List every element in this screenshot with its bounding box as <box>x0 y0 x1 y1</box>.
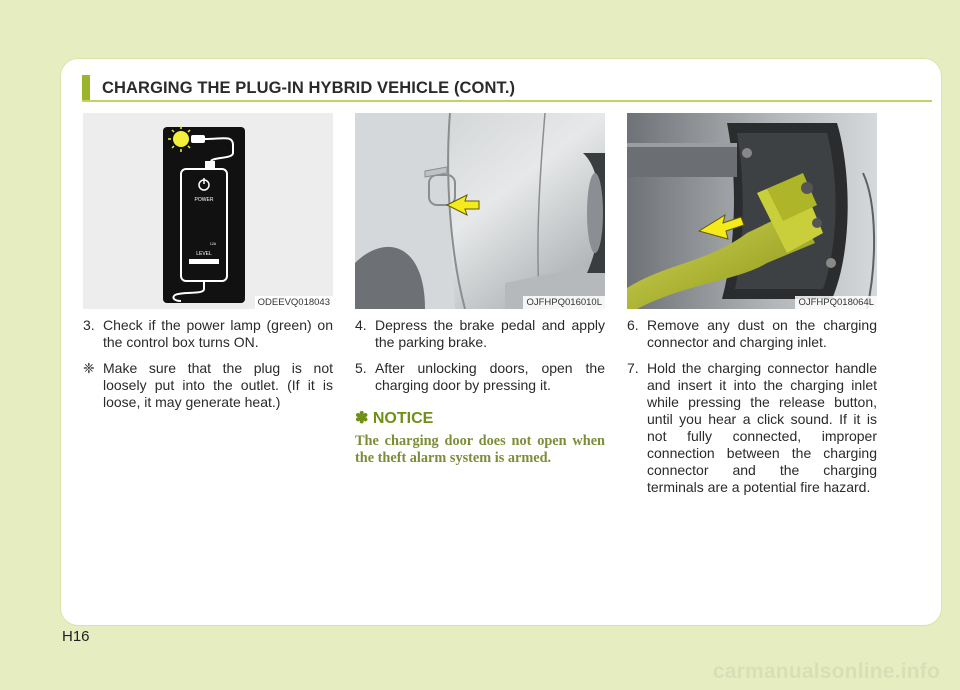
step-number: 3. <box>83 317 95 333</box>
step-number: 7. <box>627 360 639 376</box>
notice-title: ✽ NOTICE <box>355 410 434 427</box>
column-1 <box>83 113 333 420</box>
figure-code: ODEEVQ018043 <box>255 296 333 309</box>
step-number: 6. <box>627 317 639 333</box>
step-3 <box>83 317 333 351</box>
level-label: LEVEL <box>196 251 212 257</box>
step-4 <box>355 317 605 351</box>
step-number: 5. <box>355 360 367 376</box>
watermark: carmanualsonline.info <box>712 660 940 683</box>
section-header <box>82 74 932 102</box>
notice-text: The charging door does not open when the theft alarm system is armed. <box>355 433 605 466</box>
step-5 <box>355 360 605 394</box>
note-symbol: ❈ <box>83 360 95 376</box>
control-box-illustration <box>83 113 333 309</box>
figure-charging-connector <box>627 113 877 309</box>
level-value-label: 12A <box>209 242 217 246</box>
column-1-text <box>83 317 333 411</box>
page-number: H16 <box>62 628 90 645</box>
figure-control-box <box>83 113 333 309</box>
car-door-illustration <box>355 113 605 309</box>
note-item <box>83 360 333 411</box>
step-text: After unlocking doors, open the charging door by pressing it. <box>375 360 605 393</box>
section-title: CHARGING THE PLUG-IN HYBRID VEHICLE (CONT.) <box>102 78 516 97</box>
step-text: Depress the brake pedal and apply the parking brake. <box>375 317 605 350</box>
connector-illustration <box>627 113 877 309</box>
column-3-text <box>627 317 877 496</box>
step-text: Hold the charging connector handle and insert it into the charging inlet while pressing the release button, until you hear a click sound. If it is not fully connected, improper connection between the charging connector and the charging terminals are a potential fire hazard. <box>647 360 877 495</box>
figure-code: OJFHPQ016010L <box>523 296 605 309</box>
note-text: Make sure that the plug is not loosely put into the outlet. (If it is loose, it may generate heat.) <box>103 360 333 410</box>
header-rule <box>82 100 932 102</box>
figure-code: OJFHPQ018064L <box>795 296 877 309</box>
step-6 <box>627 317 877 351</box>
column-2 <box>355 113 605 467</box>
figure-charging-door <box>355 113 605 309</box>
column-3 <box>627 113 877 505</box>
step-number: 4. <box>355 317 367 333</box>
step-7 <box>627 360 877 496</box>
column-2-text <box>355 317 605 467</box>
power-label: POWER <box>194 197 214 203</box>
step-text: Remove any dust on the charging connector and charging inlet. <box>647 317 877 350</box>
header-accent-bar <box>82 75 90 101</box>
step-text: Check if the power lamp (green) on the control box turns ON. <box>103 317 333 350</box>
